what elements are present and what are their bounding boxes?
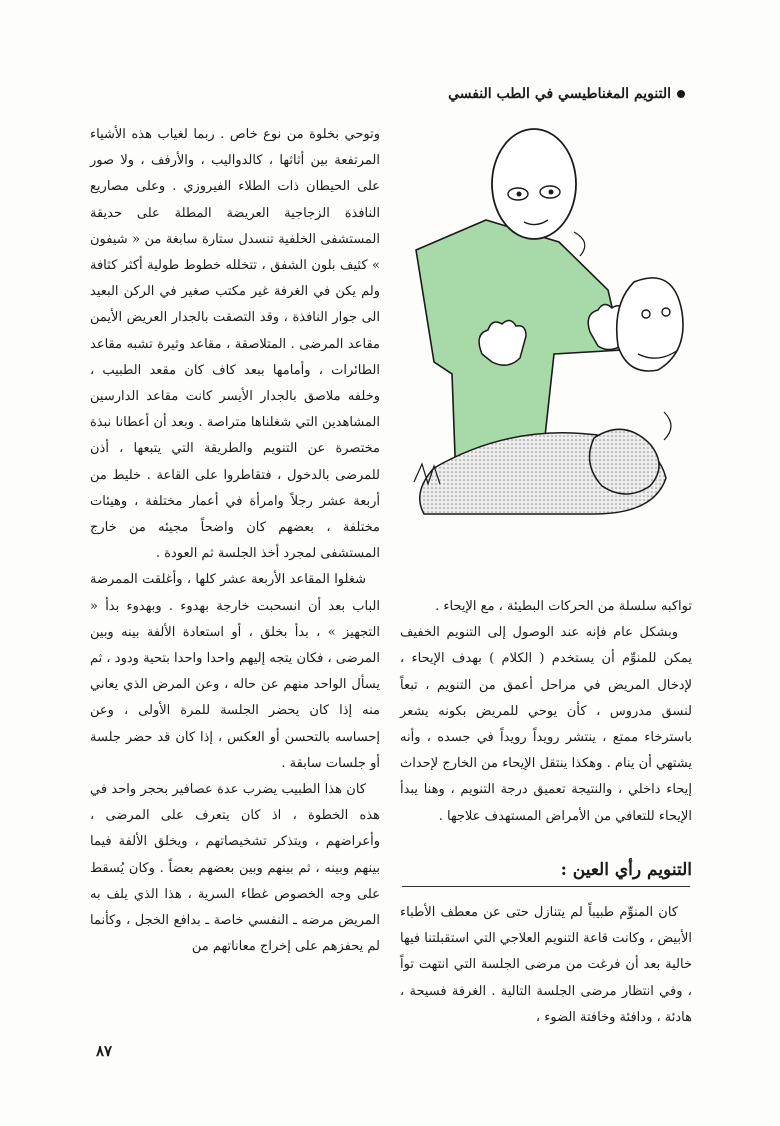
paragraph: شغلوا المقاعد الأربعة عشر كلها ، وأغلقت الممرضة الباب بعد أن انسحبت خارجة بهدوء . وبهدوء بدأ « التجهيز » ، بدأ بخلق ، أو استعادة الألفة بينه وبين المرضى ، فكان يتجه إليهم واحدا واحدا بتحية ودود ، ثم يسأل الواحد منهم عن حاله ، وعن المرض الذي يعاني منه إذا كان يحضر الجلسة للمرة الأولى ، وعن إحساسه بالتحسن أو العكس ، إذا كان قد حضر جلسة أو جلسات سابقة . (90, 572, 380, 771)
bullet-icon (677, 90, 685, 98)
section-subheading: التنويم رأي العين : (560, 860, 692, 880)
header-title: التنويم المغناطيسي في الطب النفسي (448, 86, 671, 102)
subheading-rule (402, 886, 690, 887)
paragraph: كان المنوِّم طبيباً لم يتنازل حتى عن معطف الأطباء الأبيض ، وكانت قاعة التنويم العلاجي التي استقبلتنا فيها خالية بعد أن فرغت من مرضى الجلسة التي انتهت تواً ، وفي انتظار مرضى الجلسة التالية . الغرفة فسيحة ، هادئة ، ودافئة وخافتة الضوء ، (400, 905, 692, 1025)
paragraph: وتوحي بخلوة من نوع خاص . ربما لغياب هذه الأشياء المرتفعة بين أثاثها ، كالدواليب ، والأرفف ، ولا صور على الحيطان ذات الطلاء الفيروزي . وعلى مصاريع النافذة الزجاجية العريضة المطلة على حديقة المستشفى الخلفية تنسدل ستارة سابغة من « شيفون » كثيف بلون الشفق ، تتخلله خطوط طولية أكثر كثافة ولم يكن في الغرفة غير مكتب صغير في الركن البعيد الى جوار النافذة ، وقد التصقت بالجدار العريض الأيمن مقاعد المرضى . المتلاصقة ، مقاعد وثيرة تشبه مقاعد الطائرات ، وأمامها ببعد كاف كان مقعد الطبيب ، وخلفه ملاصق بالجدار الأيسر كانت مقاعد الدارسين المشاهدين التي شغلناها متراصة . وبعد أن أعطانا نبذة مختصرة عن التنويم والطريقة التي يتبعها ، أذن للمرضى بالدخول ، فتقاطروا على القاعة . خليط من أربعة عشر رجلاً وامرأة في أعمار مختلفة ، وهيئات مختلفة ، بعضهم كان واضحاً مجيئه من خارج المستشفى لمجرد أخذ الجلسة ثم العودة . (90, 127, 380, 562)
paragraph: كان هذا الطبيب يضرب عدة عصافير بحجر واحد في هذه الخطوة ، اذ كان يتعرف على المرضى ، وأعراضهم ، ويتذكر تشخيصاتهم ، ويخلق الألفة فيما بينهم وبينه ، ثم بينهم وبين بعضهم بعضاً . وكان يُسقط على وجه الخصوص غطاء السرية ، هذا الذي يلف به المريض مرضه ـ النفسي خاصة ـ بدافع الخجل ، وكأنما لم يحفزهم على إخراج معاناتهم من (90, 782, 380, 955)
left-column-bottom (400, 900, 692, 1031)
paragraph: تواكبه سلسلة من الحركات البطيئة ، مع الإيحاء . (435, 599, 692, 614)
paragraph: وبشكل عام فإنه عند الوصول إلى التنويم الخفيف يمكن للمنوِّم أن يستخدم ( الكلام ) بهدف الإيحاء ، لإدخال المريض في مراحل أعمق من التنويم ، تبعاً لنسق مدروس ، كأن يوحي للمريض بكونه يشعر باسترخاء ممتع ، ينتشر رويداً رويداً في جسده ، وأنه يشتهي أن ينام . وهكذا ينتقل الإيحاء من الخارج لإحداث إيحاء داخلي ، والنتيجة تعميق درجة التنويم ، وهنا يبدأ الإيحاء للتعافي من الأمراض المستهدف علاجها . (400, 625, 692, 824)
running-header (448, 86, 685, 102)
hypnosis-illustration (394, 122, 698, 520)
right-column (90, 122, 380, 961)
page-number: ٨٧ (96, 1042, 113, 1060)
left-column-top (400, 594, 692, 830)
